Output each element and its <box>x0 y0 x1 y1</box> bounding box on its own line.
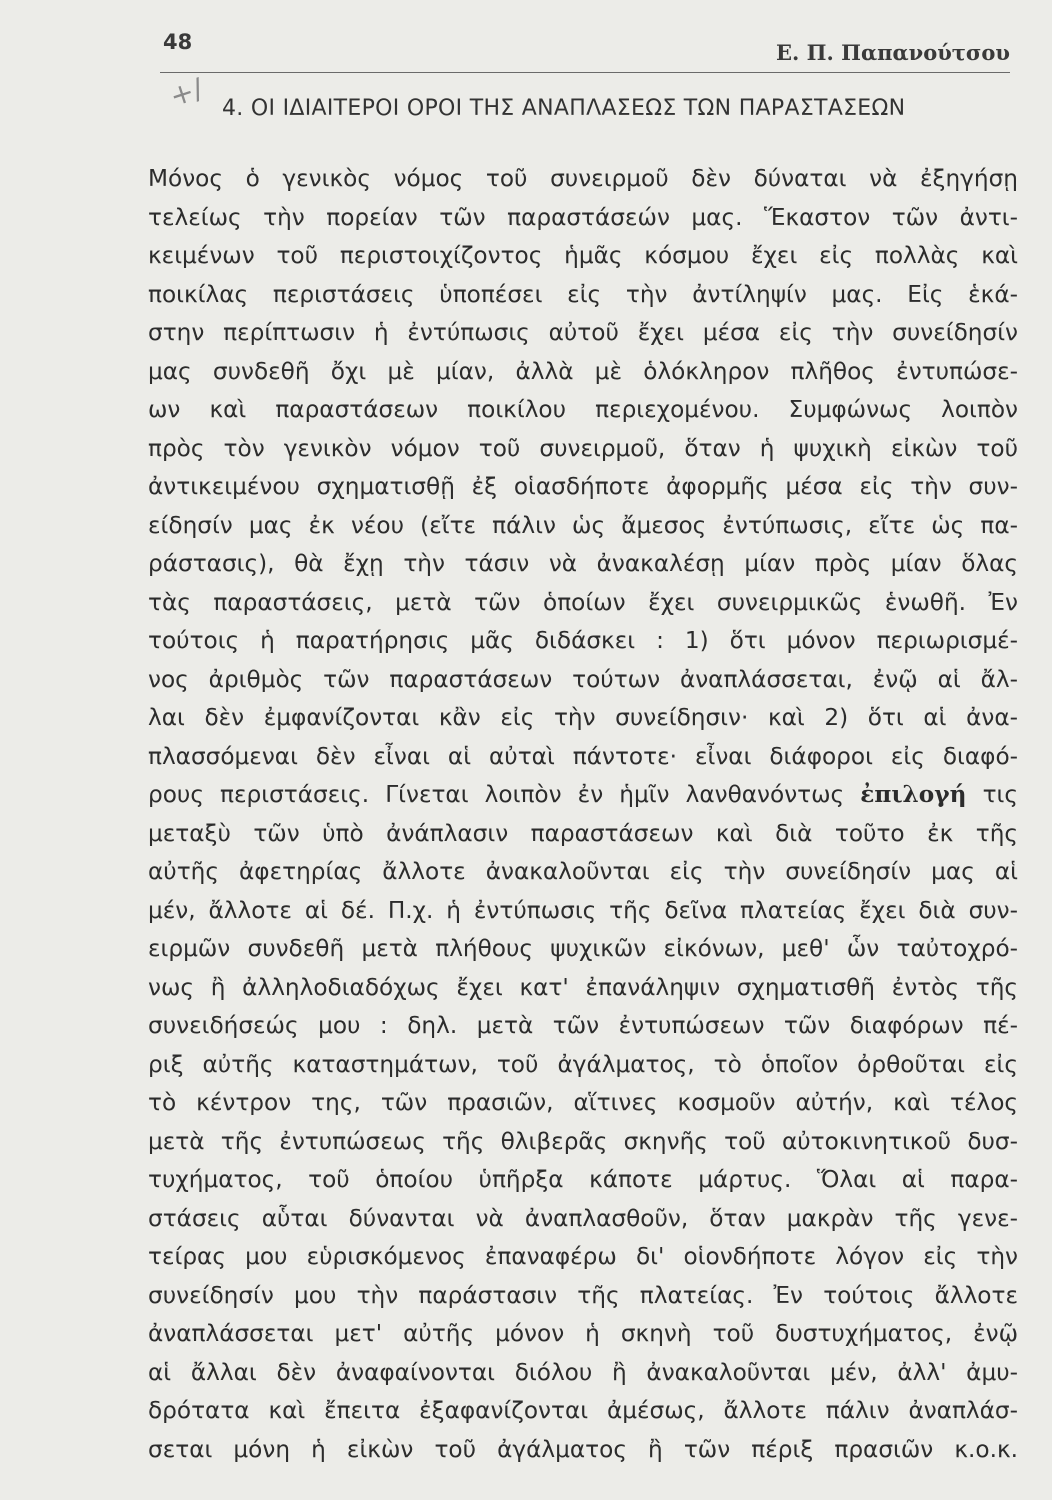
text-line: τούτοις ἡ παρατήρησις μᾶς διδάσκει : 1) ὅτι μόνον περιωρισμέ- <box>148 627 1018 654</box>
page-header <box>160 26 1010 73</box>
text-line: λαι δὲν ἐμφανίζονται κἂν εἰς τὴν συνείδησιν· καὶ 2) ὅτι αἱ ἀνα- <box>148 704 1018 731</box>
text-line: πρὸς τὸν γενικὸν νόμον τοῦ συνειρμοῦ, ὅταν ἡ ψυχικὴ εἰκὼν τοῦ <box>148 434 1018 462</box>
text-line: πλασσόμεναι δὲν εἶναι αἱ αὐταὶ πάντοτε· εἶναι διάφοροι εἰς διαφό- <box>148 742 1018 770</box>
text-line: ρους περιστάσεις. Γίνεται λοιπὸν ἐν ἡμῖν λανθανόντως ἐπιλογή τις <box>148 781 1018 808</box>
text-line: τείρας μου εὑρισκόμενος ἐπαναφέρω δι' οἱονδήποτε λόγον εἰς τὴν <box>148 1243 1018 1270</box>
text-line: κειμένων τοῦ περιστοιχίζοντος ἡμᾶς κόσμου ἔχει εἰς πολλὰς καὶ <box>148 242 1018 269</box>
text-line: ἀναπλάσσεται μετ' αὐτῆς μόνον ἡ σκηνὴ τοῦ δυστυχήματος, ἐνῷ <box>148 1320 1018 1347</box>
text-line: ποικίλας περιστάσεις ὑποπέσει εἰς τὴν ἀντίληψίν μας. Εἰς ἑκά- <box>148 280 1018 308</box>
page-number: 48 <box>163 30 193 54</box>
text-line: αἱ ἄλλαι δὲν ἀναφαίνονται διόλου ἢ ἀνακαλοῦνται μέν, ἀλλ' ἀμυ- <box>148 1358 1018 1386</box>
text-line: μεταξὺ τῶν ὑπὸ ἀνάπλασιν παραστάσεων καὶ διὰ τοῦτο ἐκ τῆς <box>148 819 1018 847</box>
text-line: νος ἀριθμὸς τῶν παραστάσεων τούτων ἀναπλάσσεται, ἐνῷ αἱ ἄλ- <box>148 665 1018 693</box>
text-line: νως ἢ ἀλληλοδιαδόχως ἔχει κατ' ἐπανάληψιν σχηματισθῆ ἐντὸς τῆς <box>148 973 1018 1001</box>
text-line: τυχήματος, τοῦ ὁποίου ὑπῆρξα κάποτε μάρτυς. Ὅλαι αἱ παρα- <box>148 1166 1018 1193</box>
text-line: ειρμῶν συνδεθῆ μετὰ πλήθους ψυχικῶν εἰκόνων, μεθ' ὧν ταὐτοχρό- <box>148 935 1018 962</box>
text-line: συνειδήσεώς μου : δηλ. μετὰ τῶν ἐντυπώσεων τῶν διαφόρων πέ- <box>148 1012 1018 1039</box>
text-line: ράστασις), θὰ ἔχῃ τὴν τάσιν νὰ ἀνακαλέσῃ μίαν πρὸς μίαν ὅλας <box>148 550 1018 577</box>
text-line: είδησίν μας ἐκ νέου (εἴτε πάλιν ὡς ἄμεσος ἐντύπωσις, εἴτε ὡς πα- <box>148 511 1018 539</box>
text-line: στην περίπτωσιν ἡ ἐντύπωσις αὐτοῦ ἔχει μέσα εἰς τὴν συνείδησίν <box>148 319 1018 346</box>
text-line: στάσεις αὗται δύνανται νὰ ἀναπλασθοῦν, ὅταν μακρὰν τῆς γενε- <box>148 1204 1018 1232</box>
text-line: μας συνδεθῆ ὄχι μὲ μίαν, ἀλλὰ μὲ ὁλόκληρον πλῆθος ἐντυπώσε- <box>148 357 1018 385</box>
text-line: τελείως τὴν πορείαν τῶν παραστάσεών μας. Ἕκαστον τῶν ἀντι- <box>148 203 1018 231</box>
text-line: Μόνος ὁ γενικὸς νόμος τοῦ συνειρμοῦ δὲν δύναται νὰ ἐξηγήσῃ <box>148 165 1018 192</box>
running-head-author: Ε. Π. Παπανούτσου <box>776 40 1010 65</box>
body-paragraph <box>148 160 1018 1469</box>
section-heading: 4. ΟΙ ΙΔΙΑΙΤΕΡΟΙ ΟΡΟΙ ΤΗΣ ΑΝΑΠΛΑΣΕΩΣ ΤΩΝ ΠΑΡΑΣΤΑΣΕΩΝ <box>222 96 906 121</box>
text-line: μετὰ τῆς ἐντυπώσεως τῆς θλιβερᾶς σκηνῆς τοῦ αὐτοκινητικοῦ δυσ- <box>148 1127 1018 1155</box>
text-line: τὰς παραστάσεις, μετὰ τῶν ὁποίων ἔχει συνειρμικῶς ἑνωθῆ. Ἐν <box>148 588 1018 616</box>
text-line: τὸ κέντρον της, τῶν πρασιῶν, αἵτινες κοσμοῦν αὐτήν, καὶ τέλος <box>148 1089 1018 1116</box>
text-line: ἀντικειμένου σχηματισθῇ ἐξ οἱασδήποτε ἀφορμῆς μέσα εἰς τὴν συν- <box>148 473 1018 500</box>
text-line: συνείδησίν μου τὴν παράστασιν τῆς πλατείας. Ἐν τούτοις ἄλλοτε <box>148 1281 1018 1309</box>
handwritten-margin-mark: +/ <box>165 71 208 114</box>
text-line: σεται μόνη ἡ εἰκὼν τοῦ ἀγάλματος ἢ τῶν πέριξ πρασιῶν κ.ο.κ. <box>148 1435 1018 1463</box>
text-line: αὐτῆς ἀφετηρίας ἄλλοτε ἀνακαλοῦνται εἰς τὴν συνείδησίν μας αἱ <box>148 858 1018 885</box>
text-line: μέν, ἄλλοτε αἱ δέ. Π.χ. ἡ ἐντύπωσις τῆς δεῖνα πλατείας ἔχει διὰ συν- <box>148 896 1018 924</box>
text-line: ων καὶ παραστάσεων ποικίλου περιεχομένου. Συμφώνως λοιπὸν <box>148 396 1018 423</box>
text-line: ριξ αὐτῆς καταστημάτων, τοῦ ἀγάλματος, τὸ ὁποῖον ὀρθοῦται εἰς <box>148 1050 1018 1078</box>
text-line: δρότατα καὶ ἔπειτα ἐξαφανίζονται ἀμέσως, ἄλλοτε πάλιν ἀναπλάσ- <box>148 1397 1018 1424</box>
